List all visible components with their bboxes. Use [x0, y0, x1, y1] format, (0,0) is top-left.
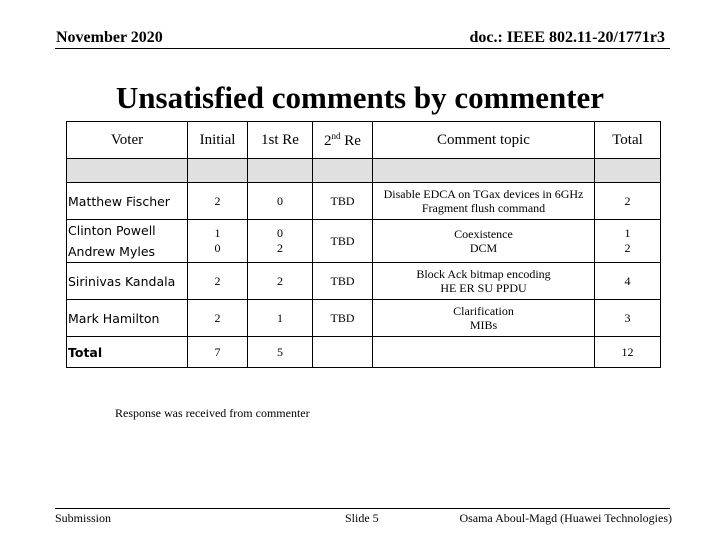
table-row [67, 183, 661, 220]
initial-cell [188, 263, 248, 300]
topic-cell [373, 183, 595, 220]
total-value: 2 [624, 193, 631, 208]
comment-topic: Disable EDCA on TGax devices in 6GHz [383, 187, 584, 201]
voter-name: Matthew Fischer [68, 193, 170, 209]
comment-topic: MIBs [469, 318, 498, 332]
total-value: 2 [624, 241, 631, 255]
initial-value: 7 [214, 344, 221, 359]
footer-rule [55, 508, 670, 509]
comments-table [66, 121, 661, 368]
comment-topic: Fragment flush command [421, 201, 546, 215]
second-re-value: TBD [330, 273, 355, 288]
topic-cell [373, 337, 595, 368]
comment-topic: HE ER SU PPDU [440, 281, 527, 295]
initial-cell [188, 183, 248, 220]
topic-cell [373, 300, 595, 337]
total-cell [595, 263, 661, 300]
footer-author: Osama Aboul-Magd (Huawei Technologies) [459, 511, 672, 525]
initial-value: 2 [214, 310, 221, 325]
second-re-base: 2 [324, 132, 332, 149]
header-date: November 2020 [56, 29, 163, 46]
table-header-row [67, 122, 661, 159]
initial-cell [188, 220, 248, 263]
topic-cell [373, 263, 595, 300]
col-header-first-re: 1st Re [248, 122, 313, 159]
col-header-second-re [313, 122, 373, 159]
topic-cell [373, 220, 595, 263]
voter-name: Sirinivas Kandala [68, 273, 176, 289]
second-re-value: TBD [330, 233, 355, 248]
voter-cell [67, 300, 188, 337]
total-value: 12 [621, 344, 634, 359]
comment-topic: Clarification [453, 304, 514, 318]
total-cell [595, 183, 661, 220]
second-re-cell [313, 220, 373, 263]
header-rule [55, 48, 670, 49]
second-re-cell [313, 263, 373, 300]
header-doc-id: doc.: IEEE 802.11-20/1771r3 [469, 29, 665, 46]
first-re-cell [248, 183, 313, 220]
first-re-value: 5 [277, 344, 283, 359]
second-re-cell [313, 337, 373, 368]
first-re-value: 0 [277, 193, 283, 208]
response-note: Response was received from commenter [115, 406, 310, 420]
table-row [67, 220, 661, 263]
comment-topic: Block Ack bitmap encoding [416, 267, 551, 281]
col-header-total: Total [595, 122, 661, 159]
second-re-value: TBD [330, 193, 355, 208]
total-value: 1 [624, 226, 631, 240]
first-re-value: 2 [277, 273, 283, 288]
second-re-sup: nd [331, 130, 341, 141]
first-re-cell [248, 300, 313, 337]
table-row [67, 300, 661, 337]
voter-name: Andrew Myles [68, 244, 156, 259]
total-cell [595, 300, 661, 337]
table-row [67, 263, 661, 300]
initial-cell [188, 337, 248, 368]
second-re-cell [313, 300, 373, 337]
second-re-cell [313, 183, 373, 220]
first-re-cell [248, 220, 313, 263]
comment-topic: DCM [469, 241, 498, 255]
first-re-cell [248, 263, 313, 300]
voter-cell [67, 263, 188, 300]
col-header-topic: Comment topic [373, 122, 595, 159]
voter-cell [67, 337, 188, 368]
second-re-tail: Re [340, 132, 361, 149]
table-body [67, 183, 661, 368]
footer-slide-number: Slide 5 [345, 511, 379, 525]
initial-value: 0 [214, 241, 221, 255]
total-value: 4 [624, 273, 631, 288]
table-row [67, 337, 661, 368]
total-value: 3 [624, 310, 631, 325]
col-header-voter: Voter [67, 122, 188, 159]
first-re-cell [248, 337, 313, 368]
total-label: Total [68, 344, 103, 360]
total-cell [595, 220, 661, 263]
initial-value: 1 [214, 226, 221, 240]
initial-cell [188, 300, 248, 337]
total-cell [595, 337, 661, 368]
comment-topic: Coexistence [454, 227, 513, 241]
table-band-row [67, 159, 661, 183]
voter-name: Clinton Powell [68, 223, 156, 238]
first-re-value: 1 [277, 310, 283, 325]
initial-value: 2 [214, 193, 221, 208]
slide-title: Unsatisfied comments by commenter [115, 80, 605, 115]
voter-name: Mark Hamilton [68, 310, 160, 326]
voter-cell [67, 220, 188, 263]
initial-value: 2 [214, 273, 221, 288]
first-re-value: 2 [277, 241, 283, 255]
col-header-initial: Initial [188, 122, 248, 159]
first-re-value: 0 [277, 226, 283, 240]
second-re-value: TBD [330, 310, 355, 325]
voter-cell [67, 183, 188, 220]
footer-submission: Submission [55, 511, 112, 525]
